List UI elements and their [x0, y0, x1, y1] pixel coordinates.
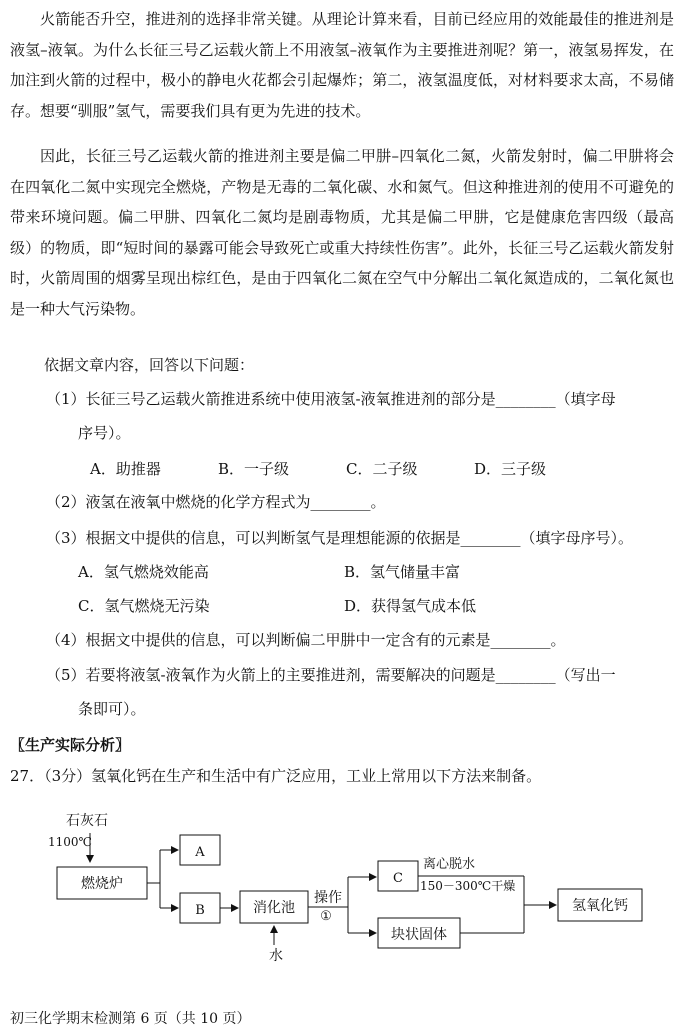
box-a-label: A	[195, 845, 205, 860]
block-solid-label: 块状固体	[391, 927, 447, 943]
furnace-label: 燃烧炉	[81, 876, 123, 892]
operation-number: ①	[320, 909, 332, 924]
q1-option-a: A．助推器	[90, 460, 161, 478]
question-2: （2）液氢在液氧中燃烧的化学方程式为________。	[46, 493, 386, 511]
instruction: 依据文章内容，回答以下问题：	[44, 356, 255, 374]
section-title: 〖生产实际分析〗	[10, 736, 131, 754]
dry-label: 150－300℃干燥	[420, 879, 516, 893]
product-label: 氢氧化钙	[572, 898, 628, 914]
article-paragraph-1: 火箭能否升空，推进剂的选择非常关键。从理论计算来看，目前已经应用的效能最佳的推进剂是液氢–液氧。为什么长征三号乙运载火箭上不用液氢–液氧作为主要推进剂呢？第一，液氢易挥发，在加注到火箭的过程中，极小的静电火花都会引起爆炸；第二，液氢温度低，对材料要求太高，不易储存。想要“驯服”氢气，需要我们具有更为先进的技术。	[10, 10, 674, 120]
temperature-label: 1100℃	[48, 835, 92, 849]
slaking-tank-label: 消化池	[253, 900, 295, 916]
question-1-line-2: 序号）。	[78, 424, 131, 442]
q1-option-d: D．三子级	[474, 460, 547, 478]
q3-option-a: A．氢气燃烧效能高	[78, 563, 209, 581]
question-27: 27．（3分）氢氧化钙在生产和生活中有广泛应用，工业上常用以下方法来制备。	[10, 767, 542, 785]
q1-option-b: B．一子级	[218, 460, 290, 478]
water-label: 水	[269, 948, 283, 964]
question-4: （4）根据文中提供的信息，可以判断偏二甲肼中一定含有的元素是________。	[46, 631, 566, 649]
box-b-label: B	[195, 903, 205, 918]
question-1-line-1: （1）长征三号乙运载火箭推进系统中使用液氢-液氧推进剂的部分是________（填字母	[46, 390, 616, 408]
q3-option-d: D．获得氢气成本低	[344, 597, 477, 615]
q3-option-c: C．氢气燃烧无污染	[78, 597, 210, 615]
question-5-line-1: （5）若要将液氢-液氧作为火箭上的主要推进剂，需要解决的问题是________（写出一	[46, 666, 616, 684]
limestone-label: 石灰石	[66, 813, 108, 829]
q1-option-c: C．二子级	[346, 460, 418, 478]
centrifuge-label: 离心脱水	[423, 857, 476, 872]
box-c-label: C	[393, 871, 403, 886]
process-flow-diagram	[0, 805, 682, 965]
question-3-line-1: （3）根据文中提供的信息，可以判断氢气是理想能源的依据是________（填字母序号）。	[46, 529, 634, 547]
article-paragraph-2: 因此，长征三号乙运载火箭的推进剂主要是偏二甲肼–四氧化二氮，火箭发射时，偏二甲肼将会在四氧化二氮中实现完全燃烧，产物是无毒的二氧化碳、水和氮气。但这种推进剂的使用不可避免的带来环境问题。偏二甲肼、四氧化二氮均是剧毒物质，尤其是偏二甲肼，它是健康危害四级（最高级）的物质，即“短时间的暴露可能会导致死亡或重大持续性伤害”。此外，长征三号乙运载火箭发射时，火箭周围的烟雾呈现出棕红色，是由于四氧化二氮在空气中分解出二氧化氮造成的，二氧化氮也是一种大气污染物。	[10, 147, 674, 318]
q3-option-b: B．氢气储量丰富	[344, 563, 461, 581]
question-5-line-2: 条即可）。	[78, 700, 146, 718]
operation-label: 操作	[314, 890, 342, 906]
page-footer: 初三化学期末检测第 6 页（共 10 页）	[10, 1011, 251, 1027]
